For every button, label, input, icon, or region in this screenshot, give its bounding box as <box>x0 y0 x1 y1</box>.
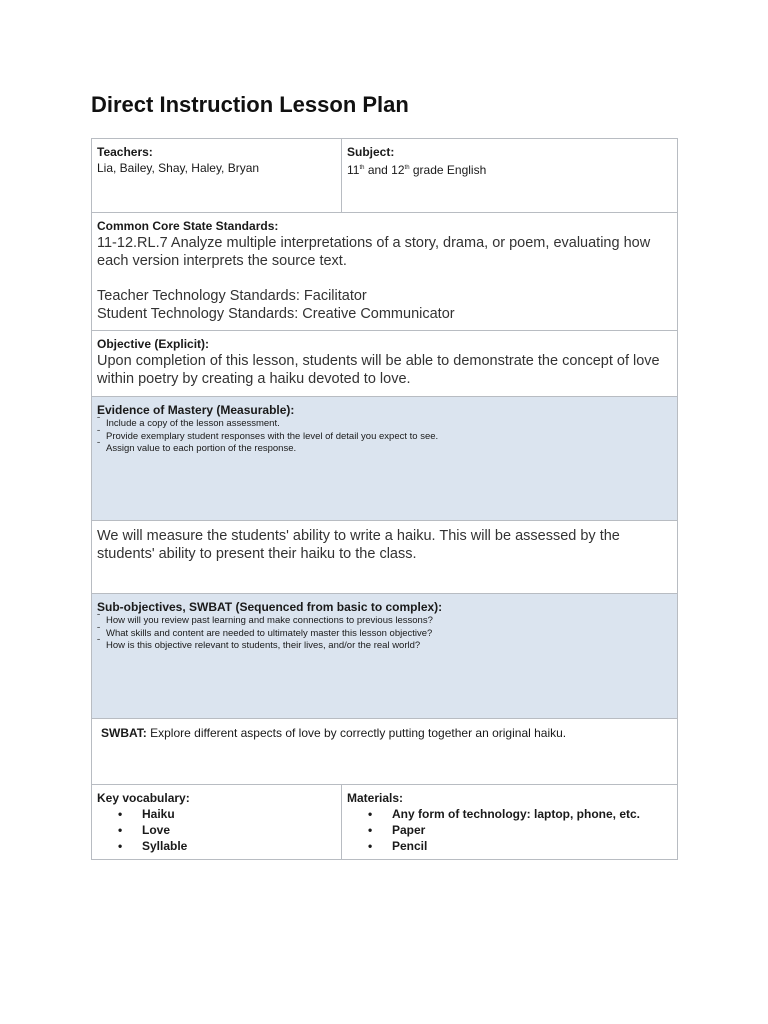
swbat-value: Explore different aspects of love by correctly putting together an original haiku. <box>150 726 567 740</box>
materials-cell <box>341 784 678 860</box>
subobjectives-cell <box>91 593 678 719</box>
materials-list <box>347 806 672 854</box>
evidence-label: Evidence of Mastery (Measurable): <box>97 403 295 417</box>
evidence-list <box>97 418 672 456</box>
vocabulary-label: Key vocabulary: <box>97 791 190 805</box>
list-item: ˉ Assign value to each portion of the response. <box>97 443 672 456</box>
teachers-value: Lia, Bailey, Shay, Haley, Bryan <box>97 161 260 175</box>
list-item: • Paper <box>347 822 672 838</box>
subobjectives-list <box>97 615 672 653</box>
objective-cell <box>91 330 678 397</box>
measure-text: We will measure the students' ability to write a haiku. This will be assessed by the students' ability to present their haiku to the class. <box>97 528 620 562</box>
list-item: ˉ Include a copy of the lesson assessment. <box>97 418 672 431</box>
standards-line1: 11-12.RL.7 Analyze multiple interpretations of a story, drama, or poem, evaluating how each version interprets the source text. <box>97 235 651 269</box>
standards-label: Common Core State Standards: <box>97 219 279 233</box>
list-item: ˉ How will you review past learning and make connections to previous lessons? <box>97 615 672 628</box>
standards-line3: Student Technology Standards: Creative Communicator <box>97 306 455 322</box>
vocabulary-list <box>97 806 336 854</box>
objective-label: Objective (Explicit): <box>97 337 210 351</box>
teachers-cell <box>91 138 342 213</box>
teachers-label: Teachers: <box>97 145 153 159</box>
materials-label: Materials: <box>347 791 404 805</box>
list-item: ˉ Provide exemplary student responses with the level of detail you expect to see. <box>97 431 672 444</box>
swbat-cell <box>91 718 678 785</box>
standards-cell <box>91 212 678 331</box>
subject-label: Subject: <box>347 145 395 159</box>
objective-text: Upon completion of this lesson, students will be able to demonstrate the concept of love within poetry by creating a haiku devoted to love. <box>97 353 660 387</box>
swbat-label: SWBAT: <box>101 726 147 740</box>
list-item: • Any form of technology: laptop, phone, etc. <box>347 806 672 822</box>
list-item: • Pencil <box>347 838 672 854</box>
vocabulary-cell <box>91 784 342 860</box>
standards-line2: Teacher Technology Standards: Facilitator <box>97 288 367 304</box>
swbat-text <box>97 725 672 741</box>
subject-cell <box>341 138 678 213</box>
list-item: ˉ How is this objective relevant to students, their lives, and/or the real world? <box>97 640 672 653</box>
list-item: • Syllable <box>97 838 336 854</box>
page-title: Direct Instruction Lesson Plan <box>91 92 409 117</box>
list-item: • Haiku <box>97 806 336 822</box>
list-item: • Love <box>97 822 336 838</box>
subobjectives-label: Sub-objectives, SWBAT (Sequenced from basic to complex): <box>97 600 443 614</box>
evidence-cell <box>91 396 678 521</box>
list-item: ˉ What skills and content are needed to ultimately master this lesson objective? <box>97 628 672 641</box>
subject-value: 11th and 12th grade English <box>347 163 487 177</box>
measure-cell <box>91 520 678 594</box>
